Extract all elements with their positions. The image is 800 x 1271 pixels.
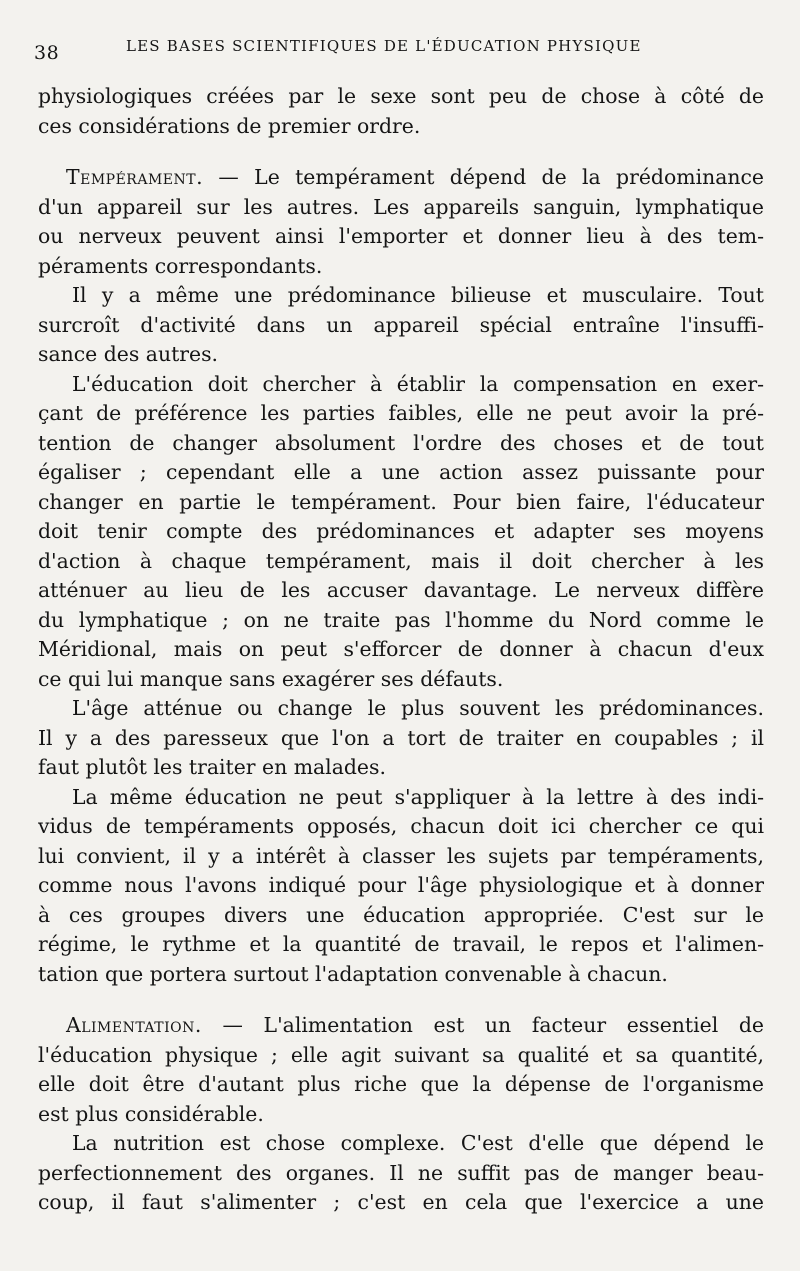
text-line: L'éducation doit chercher à établir la compensation en exer- — [72, 371, 764, 396]
text-line: coup, il faut s'alimenter ; c'est en cela que l'exercice a une — [38, 1190, 764, 1214]
text-line: Méridional, mais on peut s'efforcer de donner à chacun d'eux — [38, 637, 764, 661]
text-line — [38, 163, 764, 193]
text-line: sance des autres. — [38, 342, 219, 366]
text-line: péraments correspondants. — [38, 253, 323, 278]
text-line: elle doit être d'autant plus riche que la dépense de l'organisme — [38, 1072, 764, 1096]
text-line: L'âge atténue ou change le plus souvent les prédominances. — [72, 696, 764, 720]
text-line: est plus considérable. — [38, 1101, 264, 1126]
text-line: lui convient, il y a intérêt à classer les sujets par tempéraments, — [38, 843, 764, 868]
paragraph — [38, 783, 764, 990]
page-number: 38 — [34, 42, 60, 64]
text-line: égaliser ; cependant elle a une action assez puissante pour — [38, 460, 764, 484]
paragraph-continuation — [38, 82, 764, 141]
section-alimentation — [38, 1011, 764, 1129]
text-line: Il y a des paresseux que l'on a tort de traiter en coupables ; il — [38, 725, 764, 750]
text-line: comme nous l'avons indiqué pour l'âge physiologique et à donner — [38, 873, 764, 897]
text-line: Il y a même une prédominance bilieuse et musculaire. Tout — [72, 283, 764, 307]
section-heading: Alimentation. — [66, 1013, 202, 1037]
text-line: atténuer au lieu de les accuser davantage. Le nerveux diffère — [38, 578, 764, 602]
running-head — [34, 34, 770, 62]
section-gap — [38, 141, 764, 163]
text-line: du lymphatique ; on ne traite pas l'homme du Nord comme le — [38, 607, 764, 632]
text-line — [38, 1011, 764, 1041]
running-title: LES BASES SCIENTIFIQUES DE L'ÉDUCATION PHYSIQUE — [126, 37, 642, 55]
text-line: doit tenir compte des prédominances et adapter ses moyens — [38, 519, 764, 543]
text-line: vidus de tempéraments opposés, chacun doit ici chercher ce qui — [38, 814, 764, 838]
body-text — [38, 82, 764, 1218]
text-line: à ces groupes divers une éducation appropriée. C'est sur le — [38, 902, 764, 927]
paragraph — [38, 281, 764, 370]
heading-line-text: — L'alimentation est un facteur essentiel de — [201, 1013, 764, 1037]
text-line: ce qui lui manque sans exagérer ses défauts. — [38, 666, 504, 691]
section-gap — [38, 989, 764, 1011]
text-line: çant de préférence les parties faibles, elle ne peut avoir la pré- — [38, 401, 764, 425]
section-heading: Tempérament. — [66, 165, 204, 189]
text-line: l'éducation physique ; elle agit suivant sa qualité et sa quantité, — [38, 1042, 764, 1067]
text-line: physiologiques créées par le sexe sont peu de chose à côté de — [38, 84, 764, 108]
text-line: perfectionnement des organes. Il ne suffit pas de manger beau- — [38, 1160, 764, 1185]
text-line: ces considérations de premier ordre. — [38, 113, 421, 138]
text-line: faut plutôt les traiter en malades. — [38, 755, 386, 779]
section-temperament — [38, 163, 764, 281]
text-line: d'action à chaque tempérament, mais il doit chercher à les — [38, 548, 764, 573]
text-line: La nutrition est chose complexe. C'est d'elle que dépend le — [72, 1131, 764, 1155]
text-line: d'un appareil sur les autres. Les appareils sanguin, lymphatique — [38, 194, 764, 219]
text-line: La même éducation ne peut s'appliquer à la lettre à des indi- — [72, 784, 764, 809]
text-line: changer en partie le tempérament. Pour bien faire, l'éducateur — [38, 489, 764, 514]
heading-line-text: — Le tempérament dépend de la prédominance — [203, 165, 764, 189]
text-line: tation que portera surtout l'adaptation convenable à chacun. — [38, 961, 668, 986]
paragraph — [38, 694, 764, 783]
paragraph — [38, 1129, 764, 1218]
paragraph — [38, 370, 764, 695]
text-line: ou nerveux peuvent ainsi l'emporter et donner lieu à des tem- — [38, 224, 764, 248]
text-line: régime, le rythme et la quantité de travail, le repos et l'alimen- — [38, 932, 764, 956]
text-line: surcroît d'activité dans un appareil spécial entraîne l'insuffi- — [38, 312, 764, 337]
text-line: tention de changer absolument l'ordre des choses et de tout — [38, 430, 764, 455]
